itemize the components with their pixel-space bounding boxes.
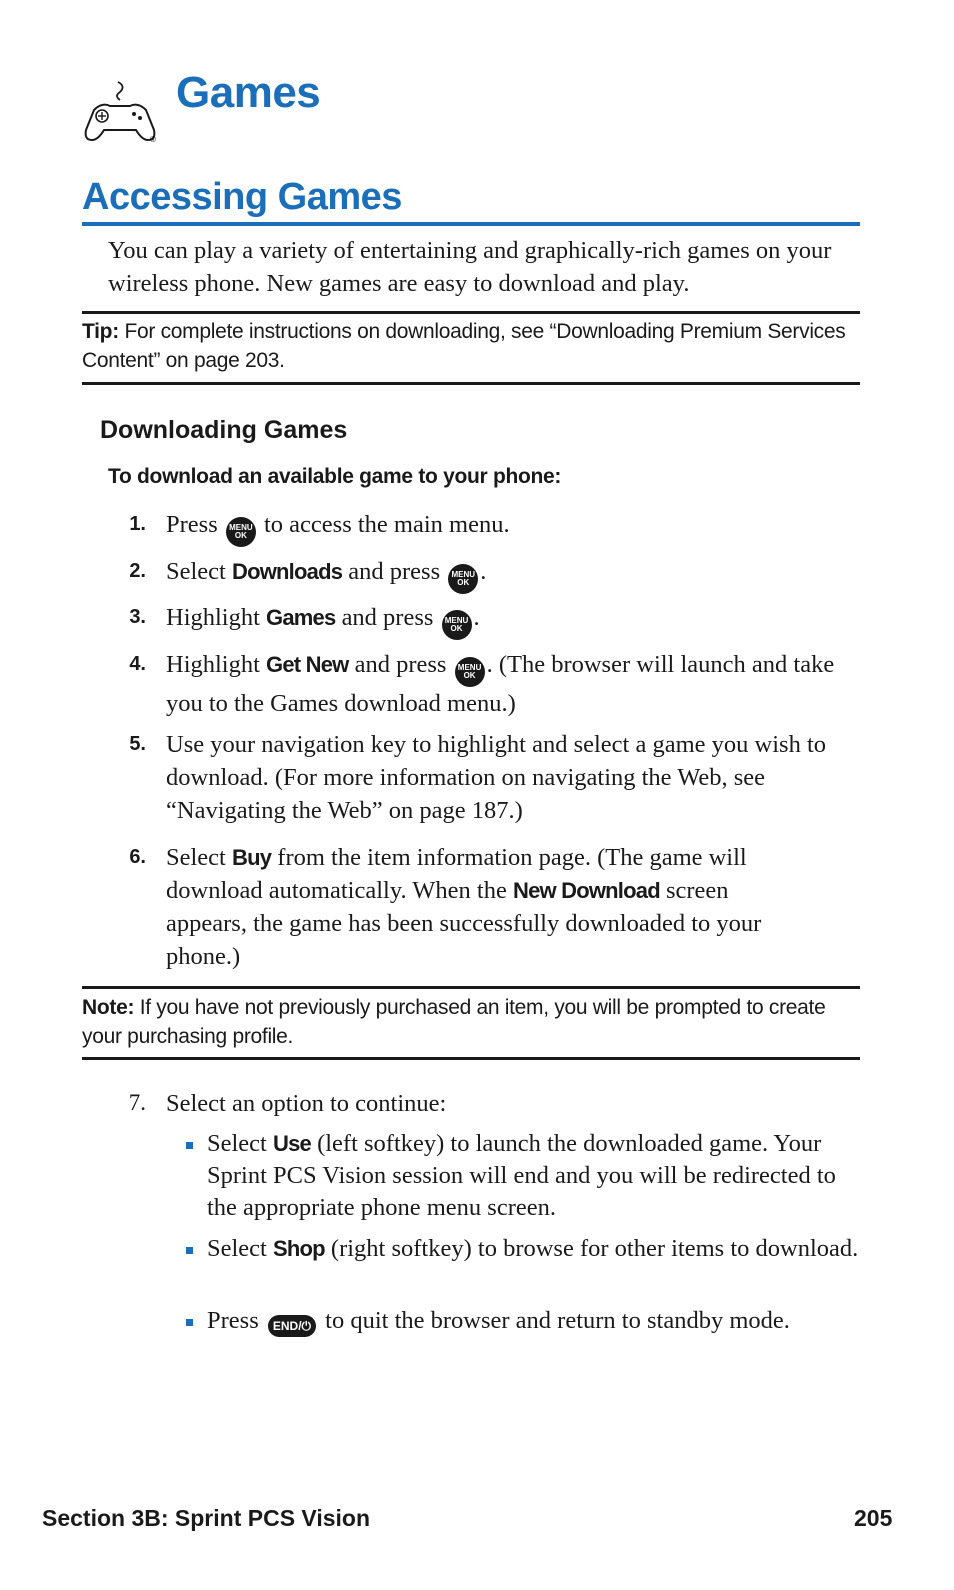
step-text-part: and press	[342, 558, 447, 585]
option-use	[207, 1128, 867, 1224]
step-text-part: from the item information page. (The game will download automatically. When the	[166, 844, 747, 904]
step-text-part: .	[480, 558, 487, 585]
note-top-rule	[82, 986, 860, 989]
tip-box	[82, 317, 860, 375]
option-text-part: Select	[207, 1235, 273, 1262]
keyword-games: Games	[266, 605, 336, 630]
page-number: 205	[854, 1505, 893, 1531]
subsection-title: Downloading Games	[100, 416, 348, 444]
step-text-part: Select	[166, 844, 232, 871]
bullet-marker	[186, 1247, 196, 1257]
step-5: Use your navigation key to highlight and select a game you wish to download. (For more information on navigating the Web, see “Navigating the Web” on page 187.)	[166, 731, 827, 824]
game-controller-icon	[80, 80, 160, 146]
step-1	[166, 508, 866, 547]
bullet-marker	[186, 1319, 196, 1329]
end-power-key-icon: END/⏻	[268, 1315, 316, 1337]
step-4	[166, 648, 866, 720]
keyword-shop: Shop	[273, 1236, 325, 1261]
step-number: 4.	[129, 653, 146, 675]
page-title: Games	[176, 68, 321, 117]
tip-bottom-rule	[82, 382, 860, 385]
option-text-part: (left softkey) to launch the downloaded game. Your Sprint PCS Vision session will end and you will be redirected to the appropriate phone menu screen.	[207, 1130, 836, 1221]
step-text-part: Highlight	[166, 604, 267, 631]
keyword-downloads: Downloads	[232, 559, 343, 584]
step-3	[166, 601, 866, 640]
section-title: Accessing Games	[82, 176, 402, 218]
option-end	[207, 1305, 867, 1337]
step-number: 3.	[129, 606, 146, 628]
note-box	[82, 993, 860, 1051]
menu-ok-key-icon: MENU OK	[442, 610, 472, 640]
keyword-get-new: Get New	[266, 652, 349, 677]
step-number: 6.	[129, 846, 146, 868]
step-text-part: and press	[348, 651, 453, 678]
menu-ok-key-icon: MENU OK	[455, 657, 485, 687]
step-text-part: .	[473, 604, 480, 631]
note-text: If you have not previously purchased an item, you will be prompted to create your purchasing profile.	[82, 996, 826, 1048]
step-6	[166, 841, 806, 973]
option-text-part: to quit the browser and return to standby mode.	[319, 1307, 790, 1334]
option-shop	[207, 1233, 867, 1265]
tip-text: For complete instructions on downloading, see “Downloading Premium Services Content” on page 203.	[82, 320, 846, 372]
footer-section: Section 3B: Sprint PCS Vision	[42, 1505, 371, 1531]
step-text-part: Press	[166, 511, 224, 538]
option-text-part: Select	[207, 1130, 273, 1157]
option-text-part: Press	[207, 1307, 265, 1334]
step-number: 7.	[128, 1090, 146, 1115]
step-text-part: and press	[335, 604, 440, 631]
note-bottom-rule	[82, 1057, 860, 1060]
menu-ok-key-icon: MENU OK	[448, 564, 478, 594]
section-divider	[82, 222, 860, 226]
keyword-new-download: New Download	[512, 878, 660, 903]
step-text-part: screen appears, the game has been successfully downloaded to your phone.)	[166, 877, 762, 970]
step-number: 5.	[129, 733, 146, 755]
step-number: 1.	[129, 513, 146, 535]
keyword-use: Use	[273, 1131, 311, 1156]
intro-paragraph: You can play a variety of entertaining and graphically-rich games on your wireless phone. New games are easy to download and play.	[108, 237, 832, 297]
step-text-part: Highlight	[166, 651, 267, 678]
option-text-part: (right softkey) to browse for other items to download.	[324, 1235, 859, 1262]
procedure-lead: To download an available game to your phone:	[108, 465, 562, 488]
step-text-part: Select	[166, 558, 232, 585]
bullet-marker	[186, 1142, 196, 1152]
keyword-buy: Buy	[232, 845, 272, 870]
note-label: Note:	[82, 996, 135, 1019]
tip-label: Tip:	[82, 320, 119, 343]
tip-top-rule	[82, 311, 860, 314]
step-2	[166, 555, 866, 594]
registered-mark: ®	[150, 135, 156, 144]
step-text-part: . (The browser will launch and take you to the Games download menu.)	[166, 651, 835, 717]
step-number: 2.	[129, 560, 146, 582]
menu-ok-key-icon: MENU OK	[226, 517, 256, 547]
step-7: Select an option to continue:	[166, 1090, 447, 1117]
step-text-part: to access the main menu.	[257, 511, 510, 538]
